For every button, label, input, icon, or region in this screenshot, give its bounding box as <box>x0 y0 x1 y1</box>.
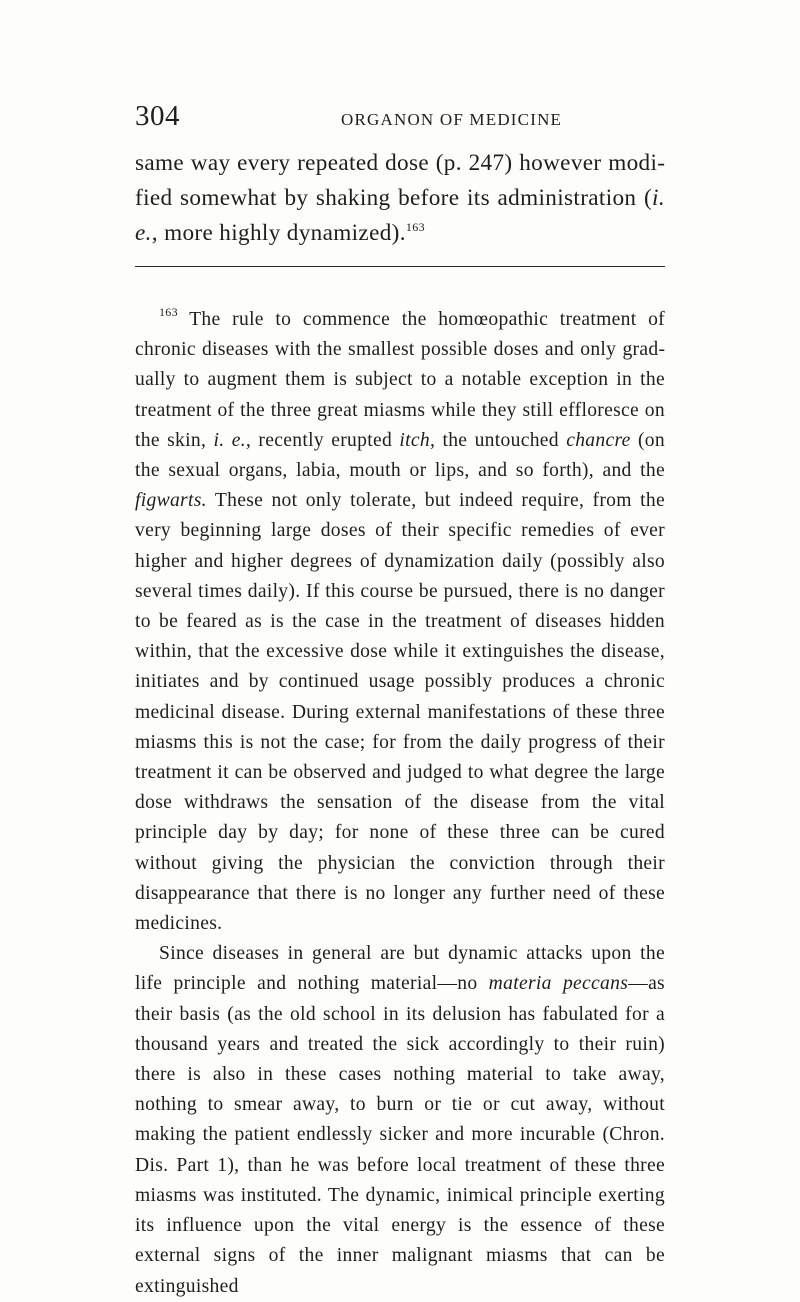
footnote-italic: materia peccans <box>488 973 629 995</box>
running-head <box>135 100 665 140</box>
footnote-divider <box>135 266 665 267</box>
footnote-italic: chancre <box>566 429 631 451</box>
footnote-italic: itch, <box>399 429 436 451</box>
main-text-2: more highly dynamized). <box>157 220 406 246</box>
footnote-text: The rule to commence the homœopathic treatment of chronic diseases with the smallest possible doses and only gradually to augment them is subject to a notable exception in the treatment of the three great miasms while they still effloresce on the skin, <box>135 309 665 451</box>
page-number: 304 <box>135 100 180 132</box>
footnote-text: (on the sexual organs, labia, mouth or lips, and so forth), and the <box>135 429 665 482</box>
footnote-italic: figwarts. <box>135 490 207 512</box>
footnote-text: Since diseases in general are but dynamic attacks upon the life principle and nothing material—no <box>135 943 665 995</box>
footnote-italic: i. e., <box>213 429 252 451</box>
footnote <box>135 305 665 1302</box>
footnote-paragraph-2 <box>135 939 665 1301</box>
running-title: ORGANON OF MEDICINE <box>341 110 563 129</box>
footnote-text: the untouched <box>435 429 567 451</box>
main-italic-ie: i. e., <box>135 185 665 246</box>
footnote-reference: 163 <box>405 220 425 234</box>
footnote-text: —as their basis (as the old school in its delusion has fabulated for a thousand years and treated the sick accordingly to their ruin) there is also in these cases nothing material to take away, nothing to smear away, to burn or tie or cut away, without making the patient endlessly sicker and more incurable (Chron. Dis. Part 1), than he was before local treatment of these three miasms was instituted. The dynamic, inimical principle exerting its influence upon the vital energy is the essence of these external signs of the inner malignant miasms that can be extinguished <box>135 973 665 1297</box>
main-paragraph <box>135 146 665 251</box>
footnote-text: These not only tolerate, but indeed require, from the very beginning large doses of their specific remedies of ever higher and higher degrees of dynamization daily (possibly also several times daily). If this course be pursued, there is no danger to be feared as is the case in the treatment of diseases hidden within, that the excessive dose while it extinguishes the disease, initiates and by continued usage possibly produces a chronic medicinal disease. During external manifestations of these three miasms this is not the case; for from the daily progress of their treatment it can be observed and judged to what degree the large dose withdraws the sensation of the disease from the vital principle day by day; for none of these three can be cured without giving the physician the conviction through their disappearance that there is no longer any further need of these medicines. <box>135 490 665 935</box>
footnote-paragraph-1 <box>135 305 665 939</box>
footnote-marker: 163 <box>159 305 178 319</box>
main-text-1: same way every repeated dose (p. 247) however modified somewhat by shaking before its administration ( <box>135 150 665 211</box>
footnote-text: recently erupted <box>251 429 400 451</box>
